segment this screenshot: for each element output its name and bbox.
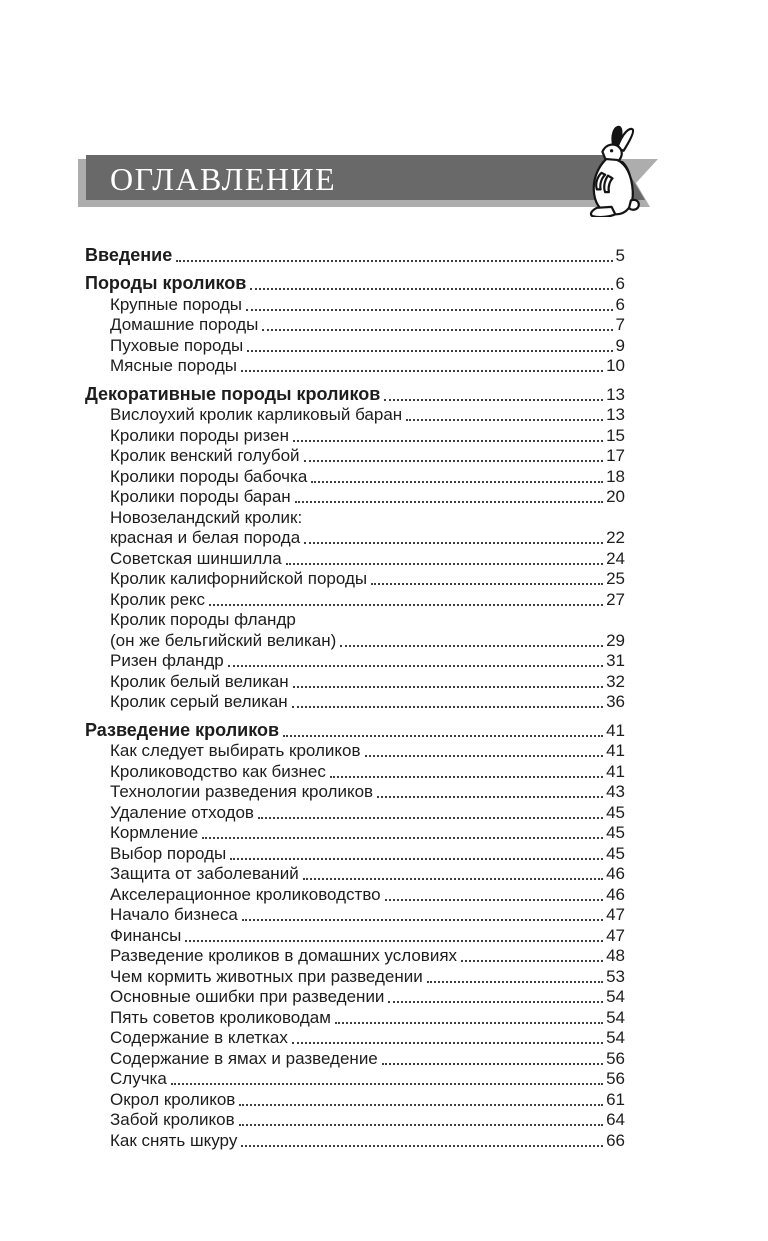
toc-entry-label: Окрол кроликов: [110, 1089, 236, 1109]
toc-entry-label: Акселерационное кролиководство: [110, 884, 381, 904]
toc-row: [85, 1028, 625, 1049]
toc-entry-page: 41: [606, 761, 625, 781]
dot-leader: [258, 817, 603, 819]
dot-leader: [202, 837, 603, 839]
toc-entry-label: Крупные породы: [110, 294, 242, 314]
toc-entry-label: Кролик рекс: [110, 589, 206, 609]
toc-row: [85, 651, 625, 672]
toc-entry-label: красная и белая порода: [110, 528, 301, 547]
toc-row: [85, 946, 625, 967]
toc-entry-label: Кролики породы бабочка: [110, 466, 308, 486]
toc-entry-page: 32: [606, 671, 625, 691]
dot-leader: [293, 440, 603, 442]
toc-entry-label: Введение: [85, 244, 173, 265]
toc-row: [85, 1048, 625, 1069]
toc-entry-page: 5: [615, 245, 625, 265]
toc-entry-page: 61: [606, 1089, 625, 1109]
toc-row: [85, 335, 625, 356]
toc-row: [85, 425, 625, 446]
toc-row: [85, 692, 625, 713]
dot-leader: [262, 329, 612, 331]
dot-leader: [293, 686, 603, 688]
toc-entry-page: 13: [606, 405, 625, 424]
toc-entry-label: Кролиководство как бизнес: [110, 761, 326, 781]
toc-entry-label: Разведение кроликов в домашних условиях: [110, 946, 458, 965]
toc-row: [85, 720, 625, 741]
toc-entry-page: 66: [606, 1130, 625, 1150]
dot-leader: [427, 981, 603, 983]
dot-leader: [304, 542, 603, 544]
dot-leader: [340, 645, 603, 647]
dot-leader: [384, 399, 603, 401]
dot-leader: [388, 1001, 603, 1003]
toc-entry-label: Как снять шкуру: [110, 1130, 238, 1150]
toc-row: [85, 507, 625, 528]
toc-row: [85, 294, 625, 315]
toc-entry-page: 41: [606, 741, 625, 760]
dot-leader: [371, 583, 603, 585]
toc-entry-label: Советская шиншилла: [110, 548, 282, 568]
toc-row: [85, 487, 625, 508]
toc-entry-label: Кролики породы баран: [110, 487, 291, 506]
toc-row: [85, 884, 625, 905]
toc-row: [85, 569, 625, 590]
dot-leader: [242, 919, 603, 921]
toc-entry-label: Кормление: [110, 823, 199, 842]
toc-entry-page: 13: [606, 384, 625, 404]
toc-row: [85, 528, 625, 549]
toc-row: [85, 671, 625, 692]
toc-entry-label: Удаление отходов: [110, 802, 254, 822]
toc-row: [85, 548, 625, 569]
toc-row: [85, 802, 625, 823]
dot-leader: [239, 1104, 603, 1106]
toc-row: [85, 782, 625, 803]
toc-entry-label: Декоративные породы кроликов: [85, 383, 381, 404]
toc-row: [85, 905, 625, 926]
toc-row: [85, 1007, 625, 1028]
dot-leader: [295, 501, 603, 503]
toc-entry-label: Финансы: [110, 925, 182, 945]
dot-leader: [228, 665, 603, 667]
toc-entry-page: 25: [606, 569, 625, 588]
toc-row: [85, 610, 625, 631]
dot-leader: [385, 899, 603, 901]
chapter-banner: [70, 125, 674, 217]
toc-entry-page: 18: [606, 466, 625, 486]
dot-leader: [406, 419, 603, 421]
toc-entry-label: Основные ошибки при разведении: [110, 987, 385, 1006]
toc-row: [85, 245, 625, 266]
dot-leader: [241, 370, 603, 372]
toc-entry-label: Содержание в клетках: [110, 1028, 288, 1047]
toc-row: [85, 356, 625, 377]
toc-entry-label: Разведение кроликов: [85, 719, 280, 740]
dot-leader: [335, 1022, 603, 1024]
toc-entry-page: 24: [606, 548, 625, 568]
toc-entry-page: 56: [606, 1069, 625, 1088]
toc-row: [85, 1069, 625, 1090]
toc-entry-label: Выбор породы: [110, 843, 227, 863]
toc-entry-label: Кролик венский голубой: [110, 446, 300, 465]
toc-entry-label: Пять советов кролиководам: [110, 1007, 331, 1027]
toc-entry-page: 45: [606, 843, 625, 863]
toc-row: [85, 589, 625, 610]
toc-entry-page: 64: [606, 1110, 625, 1129]
dot-leader: [176, 260, 612, 262]
toc-entry-page: 6: [615, 274, 625, 293]
toc-entry-page: 27: [606, 589, 625, 609]
toc-row: [85, 761, 625, 782]
toc-entry-label: Технологии разведения кроликов: [110, 782, 374, 801]
toc-entry-label: Начало бизнеса: [110, 905, 238, 924]
toc-row: [85, 823, 625, 844]
toc-entry-page: 47: [606, 925, 625, 945]
toc-entry-page: 46: [606, 884, 625, 904]
toc-entry-page: 31: [606, 651, 625, 670]
dot-leader: [246, 309, 613, 311]
toc-entry-page: 7: [615, 315, 625, 334]
dot-leader: [292, 706, 603, 708]
dot-leader: [377, 796, 603, 798]
toc-entry-page: 10: [606, 356, 625, 375]
dot-leader: [185, 940, 603, 942]
toc-entry-page: 15: [606, 425, 625, 445]
dot-leader: [461, 960, 603, 962]
toc-entry-label: Новозеландский кролик:: [110, 507, 303, 527]
toc-entry-label: Содержание в ямах и разведение: [110, 1048, 378, 1068]
toc-entry-label: Кролики породы ризен: [110, 425, 289, 445]
toc-entry-page: 29: [606, 630, 625, 650]
toc-row: [85, 925, 625, 946]
toc-entry-label: Случка: [110, 1069, 167, 1088]
toc-row: [85, 966, 625, 987]
toc-entry-page: 45: [606, 802, 625, 822]
toc-row: [85, 864, 625, 885]
dot-leader: [250, 288, 612, 290]
dot-leader: [286, 563, 603, 565]
toc-entry-label: Мясные породы: [110, 356, 237, 375]
rabbit-icon: [562, 125, 652, 217]
toc-entry-page: 47: [606, 905, 625, 924]
toc-entry-label: Кролик белый великан: [110, 671, 289, 691]
toc-entry-page: 54: [606, 987, 625, 1006]
toc-entry-label: Защита от заболеваний: [110, 864, 299, 883]
toc-entry-page: 20: [606, 487, 625, 506]
toc-row: [85, 466, 625, 487]
toc-row: [85, 630, 625, 651]
toc-entry-label: Как следует выбирать кроликов: [110, 741, 361, 760]
page-title: ОГЛАВЛЕНИЕ: [110, 161, 337, 197]
toc-entry-label: Пуховые породы: [110, 335, 244, 355]
toc-entry-label: Чем кормить животных при разведении: [110, 966, 423, 986]
toc-entry-label: Породы кроликов: [85, 273, 247, 293]
toc-entry-page: 43: [606, 782, 625, 801]
toc-entry-page: 45: [606, 823, 625, 842]
toc-row: [85, 741, 625, 762]
toc-entry-page: 53: [606, 966, 625, 986]
dot-leader: [292, 1042, 603, 1044]
dot-leader: [247, 350, 612, 352]
toc-row: [85, 1110, 625, 1131]
toc-entry-label: Кролик калифорнийской породы: [110, 569, 368, 588]
dot-leader: [239, 1124, 603, 1126]
toc-entry-label: (он же бельгийский великан): [110, 630, 337, 650]
toc-row: [85, 843, 625, 864]
toc-row: [85, 1130, 625, 1151]
toc-entry-page: 48: [606, 946, 625, 965]
toc-row: [85, 274, 625, 295]
toc-entry-label: Вислоухий кролик карликовый баран: [110, 405, 403, 424]
toc-entry-page: 54: [606, 1028, 625, 1047]
toc-entry-page: 56: [606, 1048, 625, 1068]
dot-leader: [330, 776, 603, 778]
toc-entry-label: Кролик серый великан: [110, 692, 288, 711]
toc-row: [85, 315, 625, 336]
dot-leader: [171, 1083, 603, 1085]
dot-leader: [303, 878, 603, 880]
toc-entry-page: 6: [615, 294, 625, 314]
dot-leader: [365, 755, 604, 757]
toc-entry-label: Ризен фландр: [110, 651, 224, 670]
toc-entry-label: Кролик породы фландр: [110, 610, 296, 629]
toc-entry-page: 9: [615, 335, 625, 355]
toc-entry-page: 22: [606, 528, 625, 547]
toc-entry-page: 17: [606, 446, 625, 465]
toc-row: [85, 446, 625, 467]
toc-entry-page: 41: [606, 720, 625, 740]
dot-leader: [230, 858, 603, 860]
toc-entry-page: 46: [606, 864, 625, 883]
toc-list: [85, 237, 625, 1151]
toc-entry-label: Забой кроликов: [110, 1110, 235, 1129]
dot-leader: [311, 481, 603, 483]
toc-entry-page: 54: [606, 1007, 625, 1027]
toc-row: [85, 987, 625, 1008]
dot-leader: [382, 1063, 603, 1065]
toc-entry-page: 36: [606, 692, 625, 711]
toc-row: [85, 384, 625, 405]
toc-row: [85, 405, 625, 426]
dot-leader: [304, 460, 604, 462]
toc-row: [85, 1089, 625, 1110]
dot-leader: [283, 735, 603, 737]
dot-leader: [209, 604, 603, 606]
dot-leader: [241, 1145, 603, 1147]
toc-entry-label: Домашние породы: [110, 315, 259, 334]
